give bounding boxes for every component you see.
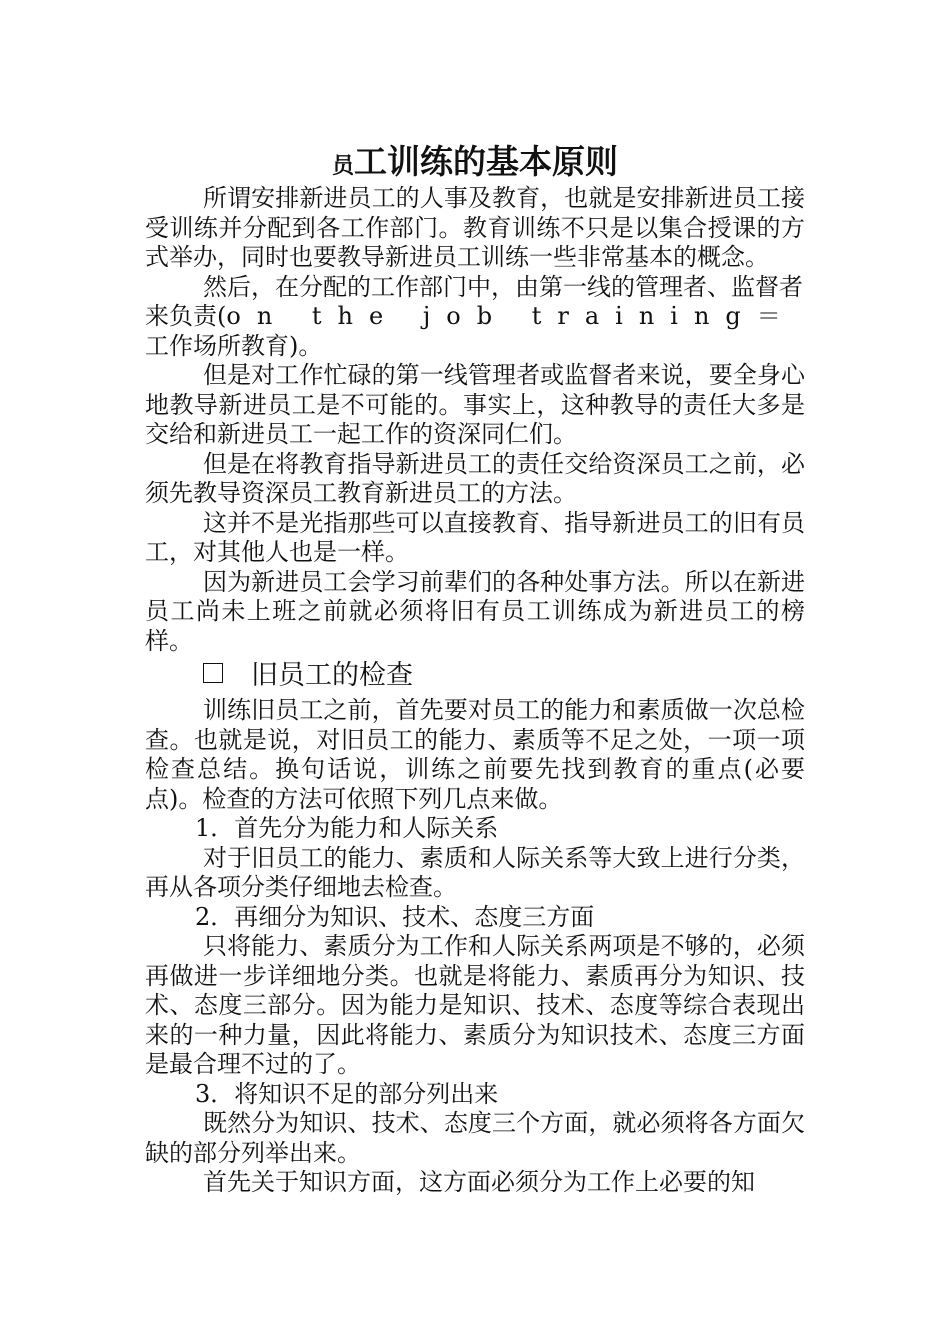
paragraph: 这并不是光指那些可以直接教育、指导新进员工的旧有员工，对其他人也是一样。 (145, 508, 805, 566)
paragraph: 因为新进员工会学习前辈们的各种处事方法。所以在新进员工尚未上班之前就必须将旧有员工训练成为新进员工的榜样。 (145, 567, 805, 655)
numbered-heading: 2．再细分为知识、技术、态度三方面 (195, 902, 595, 931)
paragraph-text: 工作场所教育)。 (145, 331, 323, 360)
numbered-heading: 1．首先分为能力和人际关系 (195, 814, 499, 842)
paragraph: 但是对工作忙碌的第一线管理者或监督者来说，要全身心地教导新进员工是不可能的。事实上，这种教导的责任大多是交给和新进员工一起工作的资深同仁们。 (145, 361, 805, 448)
checkbox-square-icon (203, 663, 223, 683)
paragraph: 训练旧员工之前，首先要对员工的能力和素质做一次总检查。也就是说，对旧员工的能力、素质等不足之处，一项一项检查总结。换句话说，训练之前要先找到教育的重点(必要点)。检查的方法可依照下列几点来做。 (145, 696, 805, 813)
paragraph: 只将能力、素质分为工作和人际关系两项是不够的，必须再做进一步详细地分类。也就是将能力、素质再分为知识、技术、态度三部分。因为能力是知识、技术、态度等综合表现出来的一种力量，因此将能力、素质分为知识技术、态度三方面是最合理不过的了。 (145, 932, 805, 1078)
paragraph: 对于旧员工的能力、素质和人际关系等大致上进行分类，再从各项分类仔细地去检查。 (145, 843, 805, 901)
paragraph: 首先关于知识方面，这方面必须分为工作上必要的知 (203, 1168, 755, 1196)
paragraph (145, 273, 805, 362)
title-main: 工训练的基本原则 (354, 142, 618, 182)
title-prefix: 员 (331, 154, 354, 180)
paragraph: 既然分为知识、技术、态度三个方面，就必须将各方面欠缺的部分列举出来。 (145, 1109, 805, 1167)
section-heading-text: 旧员工的检查 (251, 660, 413, 691)
document-body (145, 184, 805, 1198)
page-title (0, 140, 950, 189)
english-phrase: on the job training＝ (226, 302, 797, 330)
numbered-heading: 3．将知识不足的部分列出来 (195, 1079, 499, 1108)
paragraph: 所谓安排新进员工的人事及教育，也就是安排新进员工接受训练并分配到各工作部门。教育训练不只是以集合授课的方式举办，同时也要教导新进员工训练一些非常基本的概念。 (145, 184, 805, 271)
paragraph: 但是在将教育指导新进员工的责任交给资深员工之前，必须先教导资深员工教育新进员工的方法。 (145, 449, 805, 507)
section-heading (145, 659, 805, 693)
paragraph-text: 然后，在分配的工作部门中，由第一线的管理者、监督者来负责( (145, 272, 803, 330)
